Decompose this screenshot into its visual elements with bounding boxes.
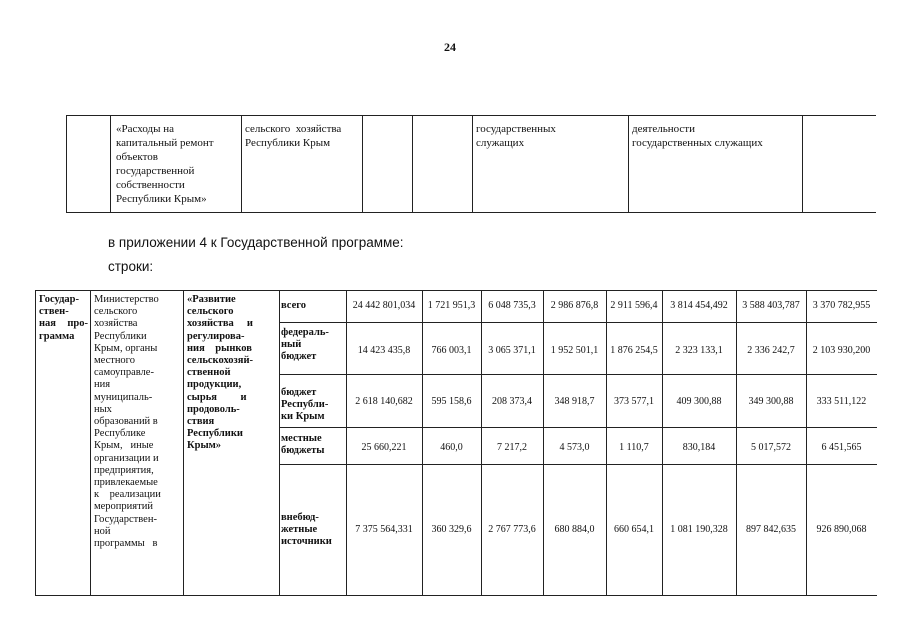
value-cell: 7 217,2 <box>497 442 527 453</box>
value-cell: 1 081 190,328 <box>670 524 728 535</box>
value-cell: 348 918,7 <box>554 396 595 407</box>
cell-activity: деятельности государственных служащих <box>632 123 763 149</box>
column-divider <box>472 115 473 213</box>
value-cell: 1 721 951,3 <box>427 300 476 311</box>
value-cell: 1 110,7 <box>619 442 649 453</box>
column-divider <box>279 290 280 596</box>
continuation-table <box>66 115 876 213</box>
value-cell: 1 876 254,5 <box>610 345 658 356</box>
value-cell: 5 017,572 <box>751 442 791 453</box>
table-top-border <box>66 115 876 116</box>
value-cell: 1 952 501,1 <box>550 345 599 356</box>
value-cell: 208 373,4 <box>492 396 532 407</box>
column-divider <box>241 115 242 213</box>
value-cell: 766 003,1 <box>431 345 472 356</box>
row-label-federal: федераль- ный бюджет <box>281 327 329 363</box>
column-divider <box>35 290 36 596</box>
value-cell: 409 300,88 <box>676 396 722 407</box>
value-cell: 2 323 133,1 <box>675 345 723 356</box>
value-cell: 680 884,0 <box>554 524 595 535</box>
cell-responsible-executor: Министерство сельского хозяйства Республики Крым, органы местного самоуправле- ния муниципаль- ных образований в Республике Крым, иные организации и предприятия, привлекаемые к реализации мероприятий Государствен- ной программы в <box>94 294 161 550</box>
cell-program-name: «Развитие сельского хозяйства и регулирова- ния рынков сельскохозяй- ственной продукции, сырья и продоволь- ствия Республики Крым» <box>187 294 253 452</box>
value-cell: 2 767 773,6 <box>488 524 536 535</box>
value-cell: 373 577,1 <box>614 396 654 407</box>
value-cell: 360 329,6 <box>431 524 472 535</box>
cell-agriculture: сельского хозяйства Республики Крым <box>245 123 342 149</box>
column-divider <box>802 115 803 213</box>
value-cell: 6 048 735,3 <box>488 300 536 311</box>
row-divider <box>279 427 877 428</box>
value-cell: 3 065 371,1 <box>488 345 536 356</box>
value-cell: 2 618 140,682 <box>355 396 413 407</box>
table-bottom-border <box>35 595 877 596</box>
row-divider <box>279 322 877 323</box>
budget-table <box>35 290 877 596</box>
value-cell: 2 336 242,7 <box>747 345 795 356</box>
value-cell: 897 842,635 <box>746 524 796 535</box>
column-divider <box>412 115 413 213</box>
column-divider <box>628 115 629 213</box>
value-cell: 4 573,0 <box>559 442 590 453</box>
column-divider <box>90 290 91 596</box>
value-cell: 3 370 782,955 <box>812 300 871 311</box>
value-cell: 25 660,221 <box>361 442 407 453</box>
paragraph-rows: строки: <box>108 259 154 274</box>
value-cell: 24 442 801,034 <box>352 300 416 311</box>
cell-expense-description: «Расходы на капитальный ремонт объектов государственной собственности Республики Крым» <box>116 123 214 205</box>
table-bottom-border <box>66 212 876 213</box>
cell-civil-servants: государственных служащих <box>476 123 556 149</box>
cell-program-type: Государ- ствен- ная про- грамма <box>39 294 88 342</box>
value-cell: 3 814 454,492 <box>670 300 728 311</box>
value-cell: 3 588 403,787 <box>742 300 800 311</box>
column-divider <box>66 115 67 213</box>
value-cell: 660 654,1 <box>614 524 654 535</box>
page-number: 24 <box>444 40 456 54</box>
column-divider <box>110 115 111 213</box>
column-divider <box>362 115 363 213</box>
row-label-extrabudget: внебюд- жетные источники <box>281 512 332 548</box>
row-label-total: всего <box>281 300 307 311</box>
value-cell: 14 423 435,8 <box>357 345 411 356</box>
value-cell: 7 375 564,331 <box>355 524 413 535</box>
value-cell: 830,184 <box>682 442 716 453</box>
table-top-border <box>35 290 877 291</box>
value-cell: 2 911 596,4 <box>610 300 658 311</box>
value-cell: 2 986 876,8 <box>550 300 599 311</box>
paragraph-appendix: в приложении 4 к Государственной программе: <box>108 235 404 250</box>
column-divider <box>183 290 184 596</box>
value-cell: 460,0 <box>440 442 463 453</box>
row-divider <box>279 464 877 465</box>
value-cell: 6 451,565 <box>821 442 862 453</box>
value-cell: 333 511,122 <box>816 396 867 407</box>
value-cell: 595 158,6 <box>431 396 472 407</box>
row-label-republic: бюджет Республи- ки Крым <box>281 387 329 423</box>
value-cell: 2 103 930,200 <box>812 345 871 356</box>
value-cell: 349 300,88 <box>748 396 794 407</box>
value-cell: 926 890,068 <box>816 524 867 535</box>
row-divider <box>279 374 877 375</box>
row-label-local: местные бюджеты <box>281 433 325 457</box>
